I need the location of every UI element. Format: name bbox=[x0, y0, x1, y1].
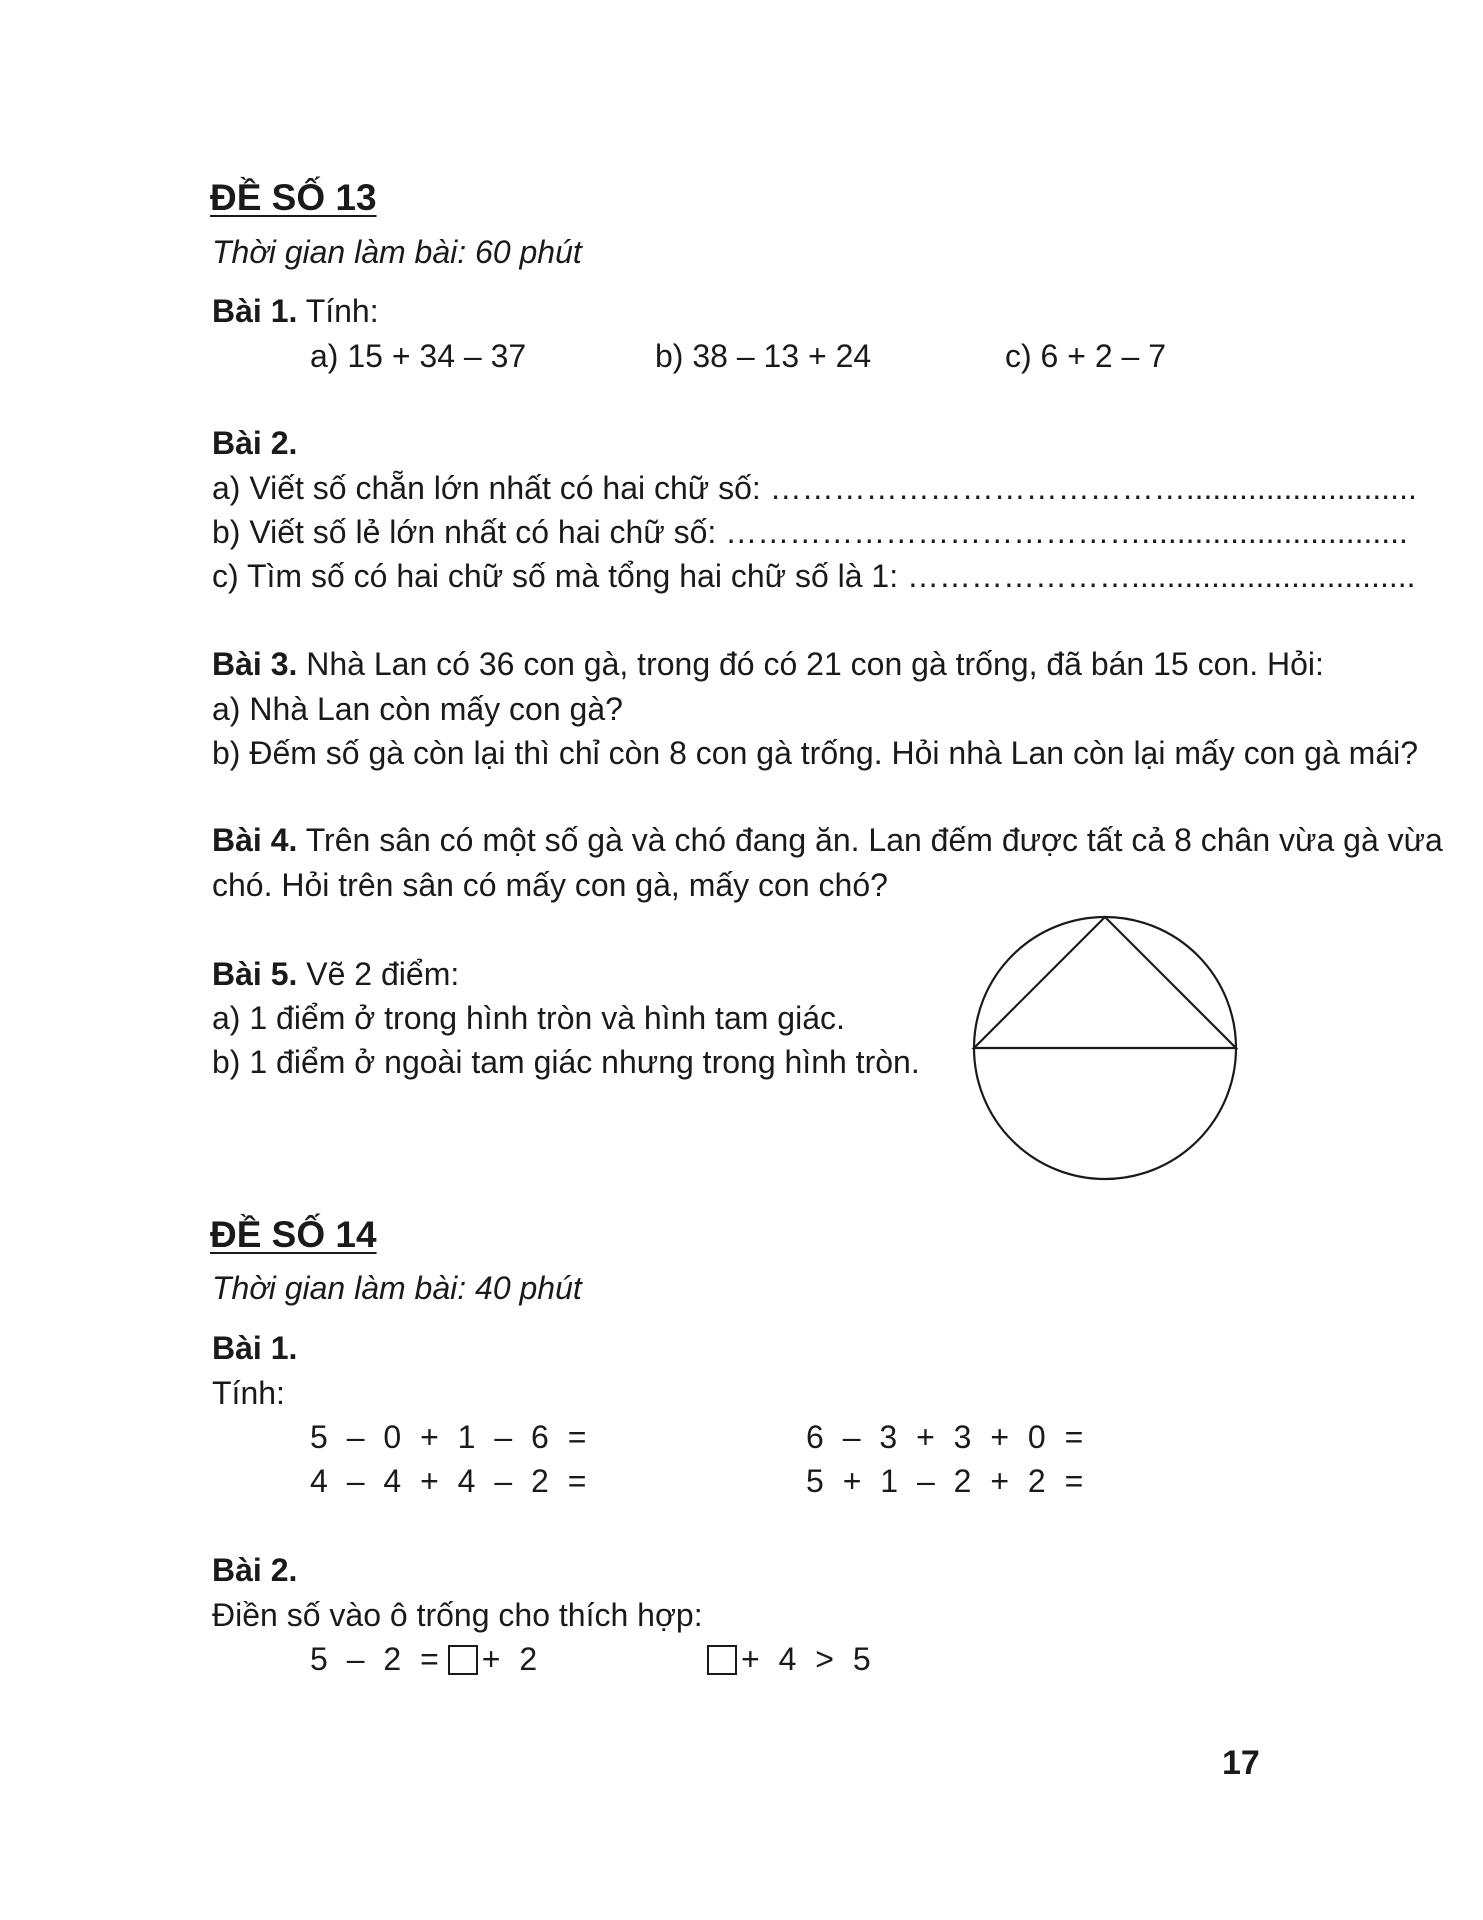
de13-bai5-heading bbox=[212, 954, 459, 994]
de14-time: Thời gian làm bài: 40 phút bbox=[212, 1270, 582, 1306]
de13-bai1-c: c) 6 + 2 – 7 bbox=[1005, 338, 1166, 374]
de13-bai3-b: b) Đếm số gà còn lại thì chỉ còn 8 con gà trống. Hỏi nhà Lan còn lại mấy con gà mái? bbox=[212, 735, 1419, 771]
de14-bai2-text: Điền số vào ô trống cho thích hợp: bbox=[212, 1597, 703, 1633]
de14-bai1-eq3: 4 – 4 + 4 – 2 = bbox=[310, 1463, 592, 1499]
de14-bai1-text: Tính: bbox=[212, 1375, 285, 1411]
de14-bai2-expr2 bbox=[703, 1639, 876, 1679]
de13-bai3-heading bbox=[212, 644, 1324, 684]
de13-bai4-text: Trên sân có một số gà và chó đang ăn. Lan đếm được tất cả 8 chân vừa gà vừa bbox=[297, 822, 1443, 858]
expr1-left: 5 – 2 = bbox=[310, 1641, 444, 1677]
blank-box-2[interactable] bbox=[707, 1645, 737, 1675]
de13-bai3-a: a) Nhà Lan còn mấy con gà? bbox=[212, 691, 623, 727]
de13-bai5-text: Vẽ 2 điểm: bbox=[297, 956, 460, 992]
de13-bai3-text: Nhà Lan có 36 con gà, trong đó có 21 con gà trống, đã bán 15 con. Hỏi: bbox=[297, 646, 1324, 682]
de13-bai4-line1 bbox=[212, 820, 1443, 860]
de14-bai1-eq1: 5 – 0 + 1 – 6 = bbox=[310, 1419, 592, 1455]
de13-bai2-label: Bài 2. bbox=[212, 425, 298, 461]
expr2-right: + 4 > 5 bbox=[741, 1641, 876, 1677]
blank-box-1[interactable] bbox=[448, 1645, 478, 1675]
de13-bai5-b: b) 1 điểm ở ngoài tam giác nhưng trong hình tròn. bbox=[212, 1044, 920, 1080]
de14-bai1-eq4: 5 + 1 – 2 + 2 = bbox=[806, 1463, 1089, 1499]
de14-bai2-expr1 bbox=[310, 1639, 542, 1679]
de13-bai5-a: a) 1 điểm ở trong hình tròn và hình tam giác. bbox=[212, 1000, 845, 1036]
circle-triangle-figure bbox=[960, 905, 1250, 1195]
de14-bai1-eq2: 6 – 3 + 3 + 0 = bbox=[806, 1419, 1089, 1455]
page-number: 17 bbox=[1222, 1744, 1260, 1782]
de13-bai1-text: Tính: bbox=[297, 293, 379, 329]
de13-bai4-line2: chó. Hỏi trên sân có mấy con gà, mấy con chó? bbox=[212, 867, 888, 903]
de13-bai1-label: Bài 1. bbox=[212, 293, 298, 329]
expr1-right: + 2 bbox=[481, 1641, 543, 1677]
de13-bai1-heading bbox=[212, 291, 379, 331]
de14-bai2-label: Bài 2. bbox=[212, 1552, 298, 1588]
de13-bai5-label: Bài 5. bbox=[212, 956, 298, 992]
de14-title: ĐỀ SỐ 14 bbox=[210, 1214, 377, 1255]
de13-bai2-b: b) Viết số lẻ lớn nhất có hai chữ số: ………………………………….............................. bbox=[212, 514, 1408, 550]
de13-bai1-b: b) 38 – 13 + 24 bbox=[655, 338, 872, 374]
de13-bai2-c: c) Tìm số có hai chữ số mà tổng hai chữ số là 1: …………………................................ bbox=[212, 558, 1416, 594]
de13-bai2-a: a) Viết số chẵn lớn nhất có hai chữ số: ………………………………….......................... bbox=[212, 470, 1417, 506]
de13-time: Thời gian làm bài: 60 phút bbox=[212, 234, 582, 270]
de13-bai4-label: Bài 4. bbox=[212, 822, 298, 858]
de13-title: ĐỀ SỐ 13 bbox=[210, 177, 377, 218]
de14-bai1-label: Bài 1. bbox=[212, 1330, 298, 1366]
de13-bai1-a: a) 15 + 34 – 37 bbox=[310, 338, 527, 374]
triangle-shape bbox=[974, 917, 1236, 1048]
de13-bai3-label: Bài 3. bbox=[212, 646, 298, 682]
